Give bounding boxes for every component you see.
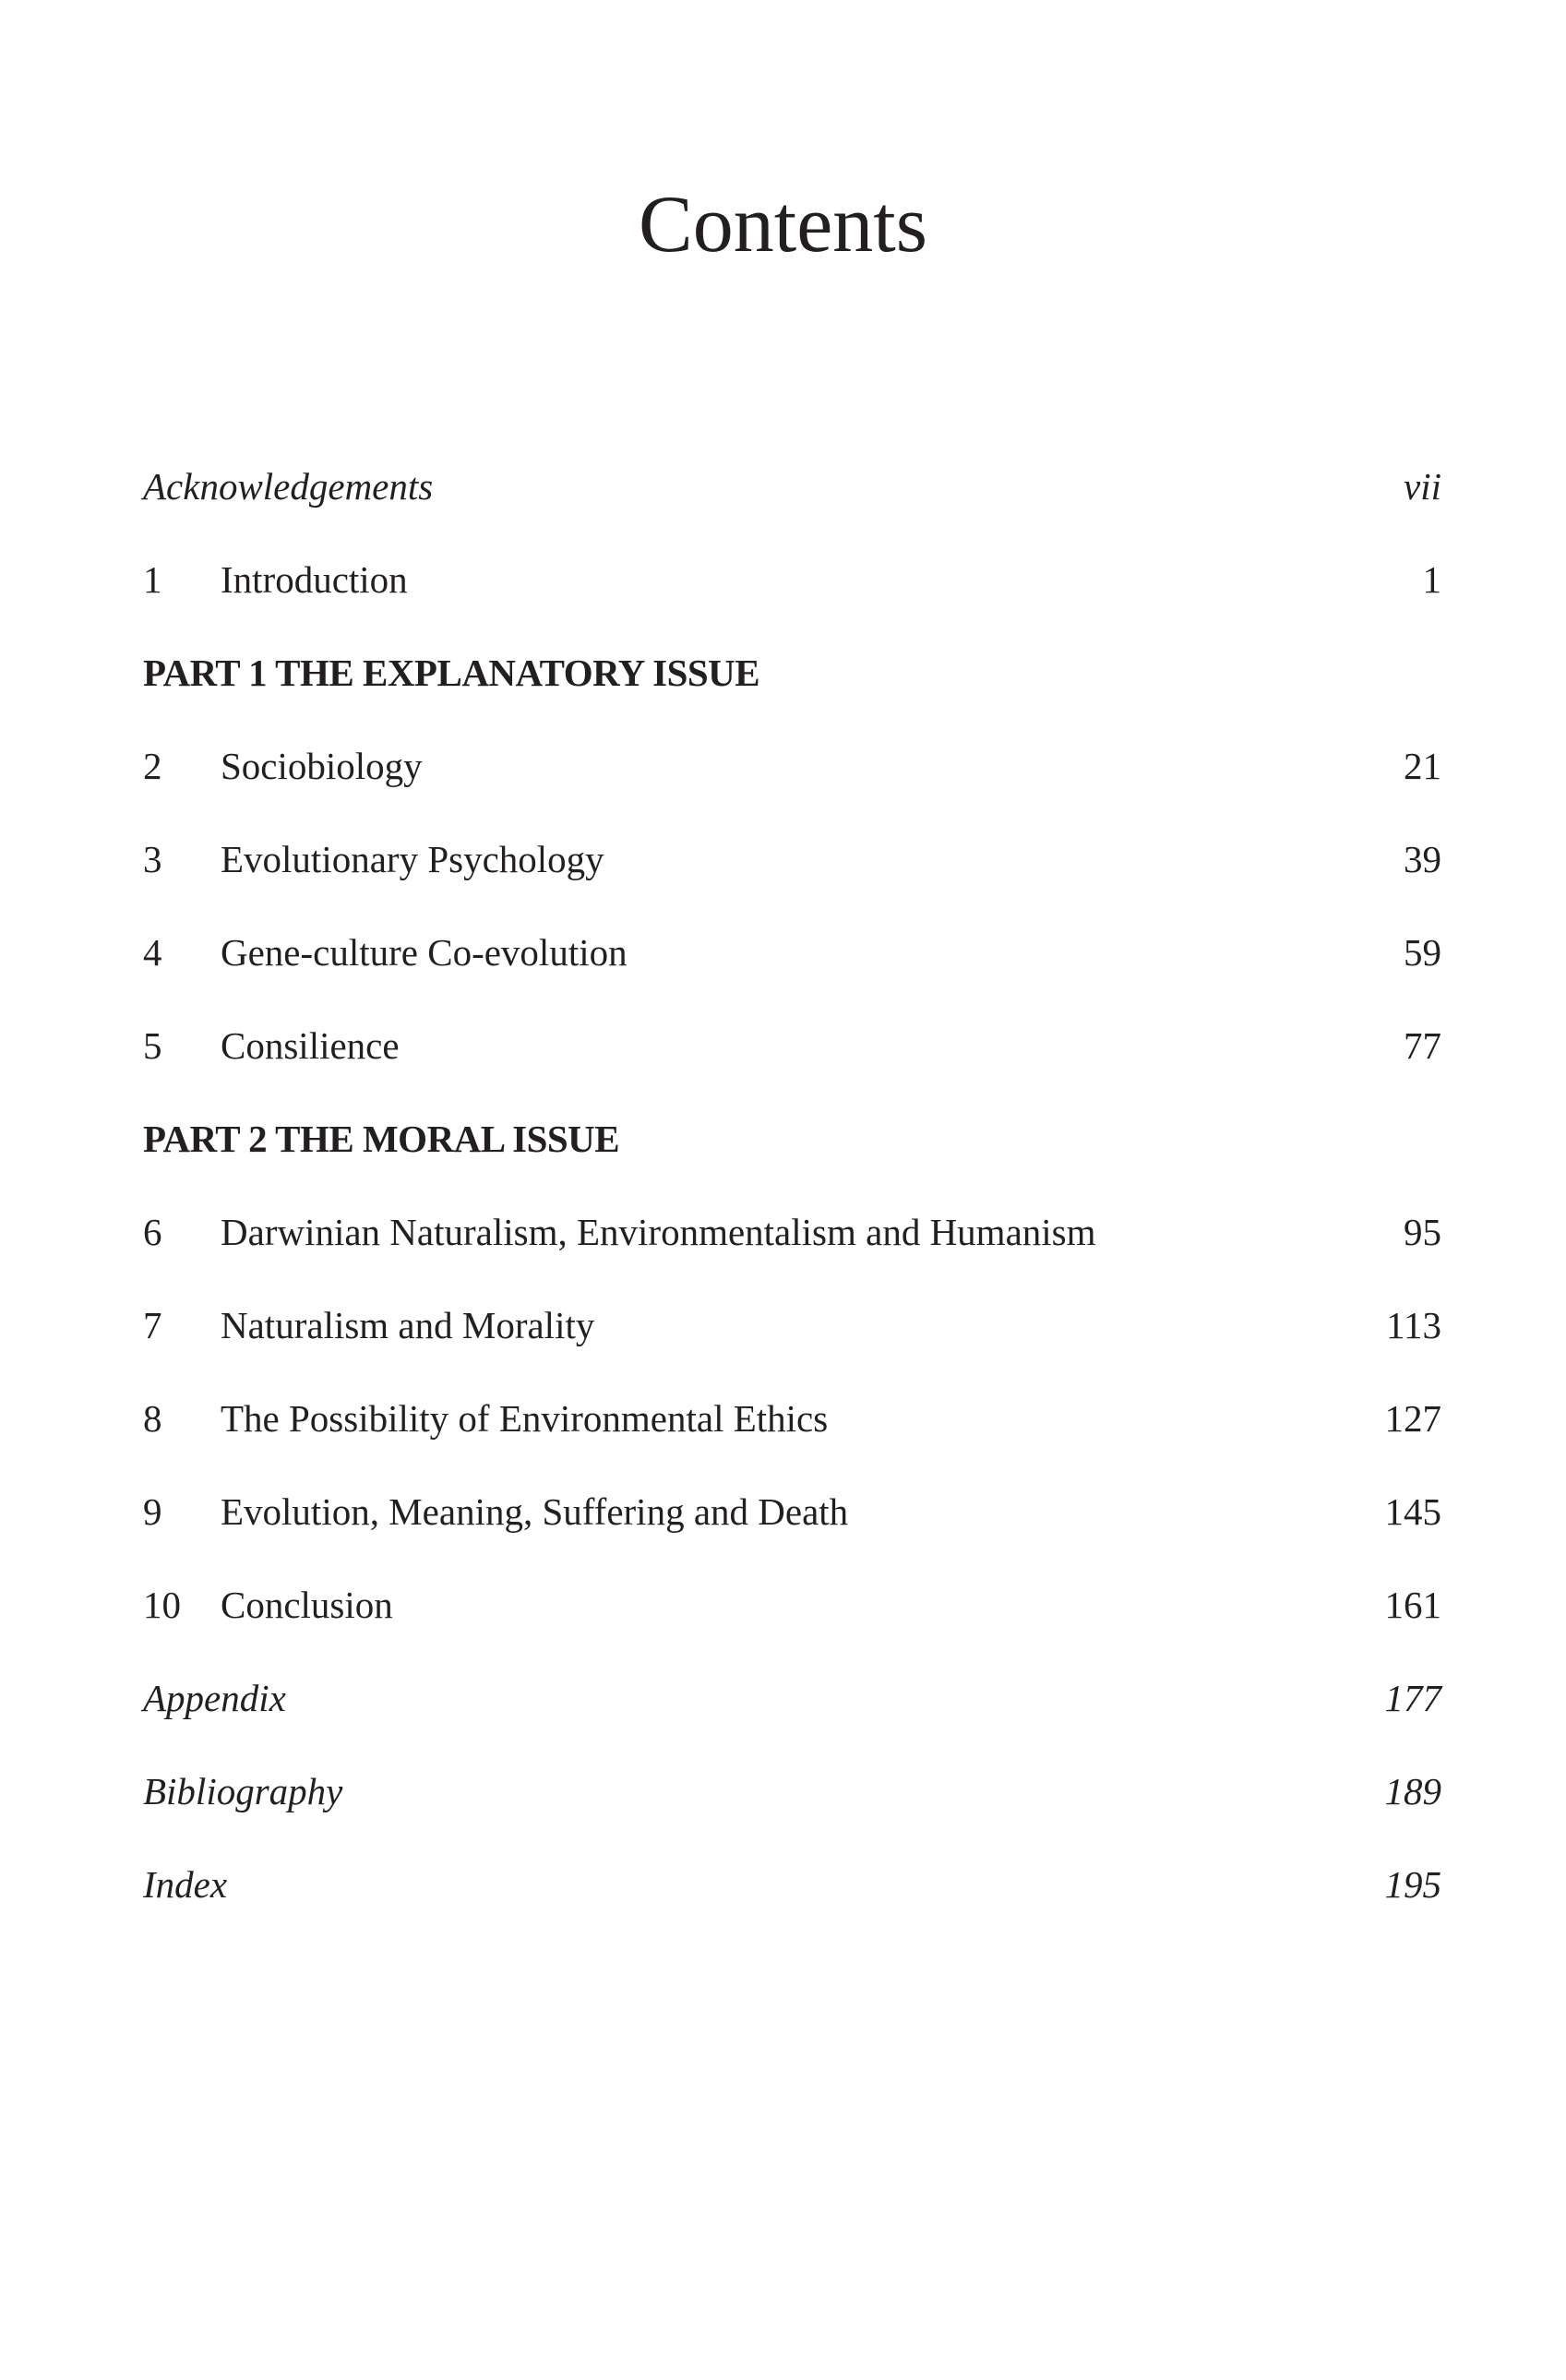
toc-entry-title: Darwinian Naturalism, Environmentalism and Humanism <box>221 1211 1096 1253</box>
toc-entry-number: 9 <box>143 1490 162 1533</box>
toc-entry-title: The Possibility of Environmental Ethics <box>221 1397 829 1440</box>
toc-part-heading-2 <box>143 1112 1441 1205</box>
toc-entry-sociobiology[interactable] <box>143 739 1441 832</box>
toc-entry-number: 3 <box>143 838 162 880</box>
toc-entry-title: Index <box>143 1863 228 1906</box>
toc-entry-page: 195 <box>1384 1863 1441 1906</box>
toc-entry-page: 77 <box>1404 1024 1441 1067</box>
toc-entry-title: Acknowledgements <box>143 465 434 508</box>
toc-entry-number: 2 <box>143 745 162 787</box>
toc-entry-page: 161 <box>1384 1584 1441 1626</box>
page-title: Contents <box>639 180 927 269</box>
toc-entry-evolution-meaning[interactable] <box>143 1485 1441 1578</box>
toc-entry-number: 7 <box>143 1304 162 1346</box>
toc-entry-darwinian-naturalism[interactable] <box>143 1205 1441 1298</box>
toc-entry-page: vii <box>1404 465 1441 508</box>
toc-entry-title: Bibliography <box>143 1770 343 1812</box>
toc-entry-appendix[interactable] <box>143 1671 1441 1764</box>
toc-entry-naturalism-and-morality[interactable] <box>143 1298 1441 1392</box>
toc-entry-page: 1 <box>1422 558 1441 601</box>
table-of-contents <box>143 460 1441 1951</box>
toc-entry-number: 4 <box>143 931 162 974</box>
toc-entry-number: 6 <box>143 1211 162 1253</box>
toc-entry-title: Introduction <box>221 558 408 601</box>
toc-entry-title: Evolutionary Psychology <box>221 838 604 880</box>
toc-entry-title: Conclusion <box>221 1584 393 1626</box>
toc-entry-page: 145 <box>1384 1490 1441 1533</box>
toc-entry-page: 21 <box>1404 745 1441 787</box>
toc-entry-number: 10 <box>143 1584 181 1626</box>
part-heading-title: PART 1 THE EXPLANATORY ISSUE <box>143 652 760 694</box>
toc-entry-acknowledgements[interactable] <box>143 460 1441 553</box>
toc-entry-title: Naturalism and Morality <box>221 1304 595 1346</box>
toc-entry-gene-culture-co-evolution[interactable] <box>143 926 1441 1019</box>
toc-entry-page: 39 <box>1404 838 1441 880</box>
toc-entry-index[interactable] <box>143 1858 1441 1951</box>
toc-entry-bibliography[interactable] <box>143 1764 1441 1858</box>
toc-entry-page: 127 <box>1384 1397 1441 1440</box>
toc-entry-page: 59 <box>1404 931 1441 974</box>
toc-entry-number: 1 <box>143 558 162 601</box>
toc-entry-evolutionary-psychology[interactable] <box>143 832 1441 926</box>
toc-entry-title: Gene-culture Co-evolution <box>221 931 628 974</box>
toc-entry-page: 113 <box>1386 1304 1441 1346</box>
toc-entry-title: Appendix <box>143 1677 286 1719</box>
toc-entry-title: Sociobiology <box>221 745 423 787</box>
toc-entry-page: 95 <box>1404 1211 1441 1253</box>
toc-part-heading-1 <box>143 646 1441 739</box>
toc-entry-conclusion[interactable] <box>143 1578 1441 1671</box>
toc-entry-page: 189 <box>1384 1770 1441 1812</box>
toc-entry-title: Evolution, Meaning, Suffering and Death <box>221 1490 849 1533</box>
toc-entry-environmental-ethics[interactable] <box>143 1392 1441 1485</box>
toc-entry-page: 177 <box>1384 1677 1441 1719</box>
toc-entry-number: 8 <box>143 1397 162 1440</box>
part-heading-title: PART 2 THE MORAL ISSUE <box>143 1118 620 1160</box>
toc-entry-consilience[interactable] <box>143 1019 1441 1112</box>
toc-entry-number: 5 <box>143 1024 162 1067</box>
toc-entry-title: Consilience <box>221 1024 400 1067</box>
toc-entry-introduction[interactable] <box>143 553 1441 646</box>
